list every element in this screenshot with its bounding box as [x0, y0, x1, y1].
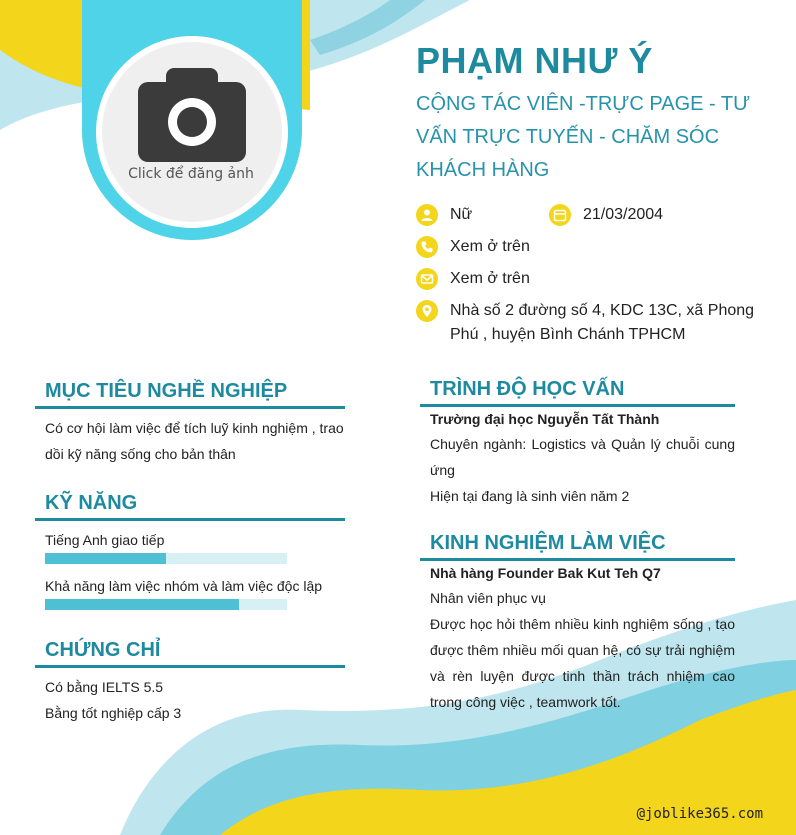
experience-position: Nhân viên phục vụ: [430, 590, 546, 606]
birthday-value: 21/03/2004: [583, 206, 664, 223]
skill-level-fill: [45, 553, 166, 564]
skill-level-fill: [45, 599, 239, 610]
certificates-divider: [35, 665, 345, 668]
address-row: [416, 299, 756, 347]
address-value: Nhà số 2 đường số 4, KDC 13C, xã Phong Phú , huyện Bình Chánh TPHCM: [450, 302, 755, 343]
skill-name: Khả năng làm việc nhóm và làm việc độc lập: [45, 578, 323, 594]
mail-icon: [416, 268, 438, 290]
certificate-item: Có bằng IELTS 5.5: [45, 679, 164, 695]
location-pin-icon: [416, 300, 438, 322]
skill-level-bar: [45, 599, 287, 610]
email-row: [416, 267, 530, 291]
objective-text: Có cơ hội làm việc để tích luỹ kinh nghiệm , trao dồi kỹ năng sống cho bản thân: [45, 420, 344, 462]
email-value: Xem ở trên: [450, 270, 530, 287]
skills-title: KỸ NĂNG: [45, 492, 138, 514]
objective-title: MỤC TIÊU NGHỀ NGHIỆP: [45, 380, 288, 402]
skills-divider: [35, 518, 345, 521]
education-title: TRÌNH ĐỘ HỌC VẤN: [430, 378, 625, 400]
photo-upload-label[interactable]: Click để đăng ảnh: [128, 166, 254, 182]
skill-name: Tiếng Anh giao tiếp: [45, 532, 165, 548]
skill-level-bar: [45, 553, 287, 564]
education-status: Hiện tại đang là sinh viên năm 2: [430, 488, 630, 504]
birthday-row: [549, 203, 663, 227]
candidate-name: PHẠM NHƯ Ý: [416, 40, 653, 81]
phone-value: Xem ở trên: [450, 238, 530, 255]
education-school: Trường đại học Nguyễn Tất Thành: [430, 411, 660, 427]
experience-description: Được học hỏi thêm nhiều kinh nghiệm sống , tạo được thêm nhiều mối quan hệ, có sự trải nghiệm và rèn luyện được tinh thần trách nhiệm cao trong công việc , teamwork tốt.: [430, 616, 735, 710]
certificates-title: CHỨNG CHỈ: [45, 639, 161, 661]
watermark: @joblike365.com: [636, 806, 763, 822]
calendar-icon: [549, 204, 571, 226]
certificate-item: Bằng tốt nghiệp cấp 3: [45, 705, 182, 721]
gender-value: Nữ: [450, 206, 473, 223]
experience-company: Nhà hàng Founder Bak Kut Teh Q7: [430, 565, 661, 581]
camera-icon[interactable]: [138, 68, 246, 162]
user-icon: [416, 204, 438, 226]
experience-title: KINH NGHIỆM LÀM VIỆC: [430, 532, 666, 554]
education-major: Chuyên ngành: Logistics và Quản lý chuỗi cung ứng: [430, 436, 735, 478]
objective-divider: [35, 406, 345, 409]
gender-row: [416, 203, 472, 227]
job-title: CỘNG TÁC VIÊN -TRỰC PAGE - TƯ VẤN TRỰC TUYẾN - CHĂM SÓC KHÁCH HÀNG: [416, 93, 751, 181]
phone-icon: [416, 236, 438, 258]
phone-row: [416, 235, 530, 259]
